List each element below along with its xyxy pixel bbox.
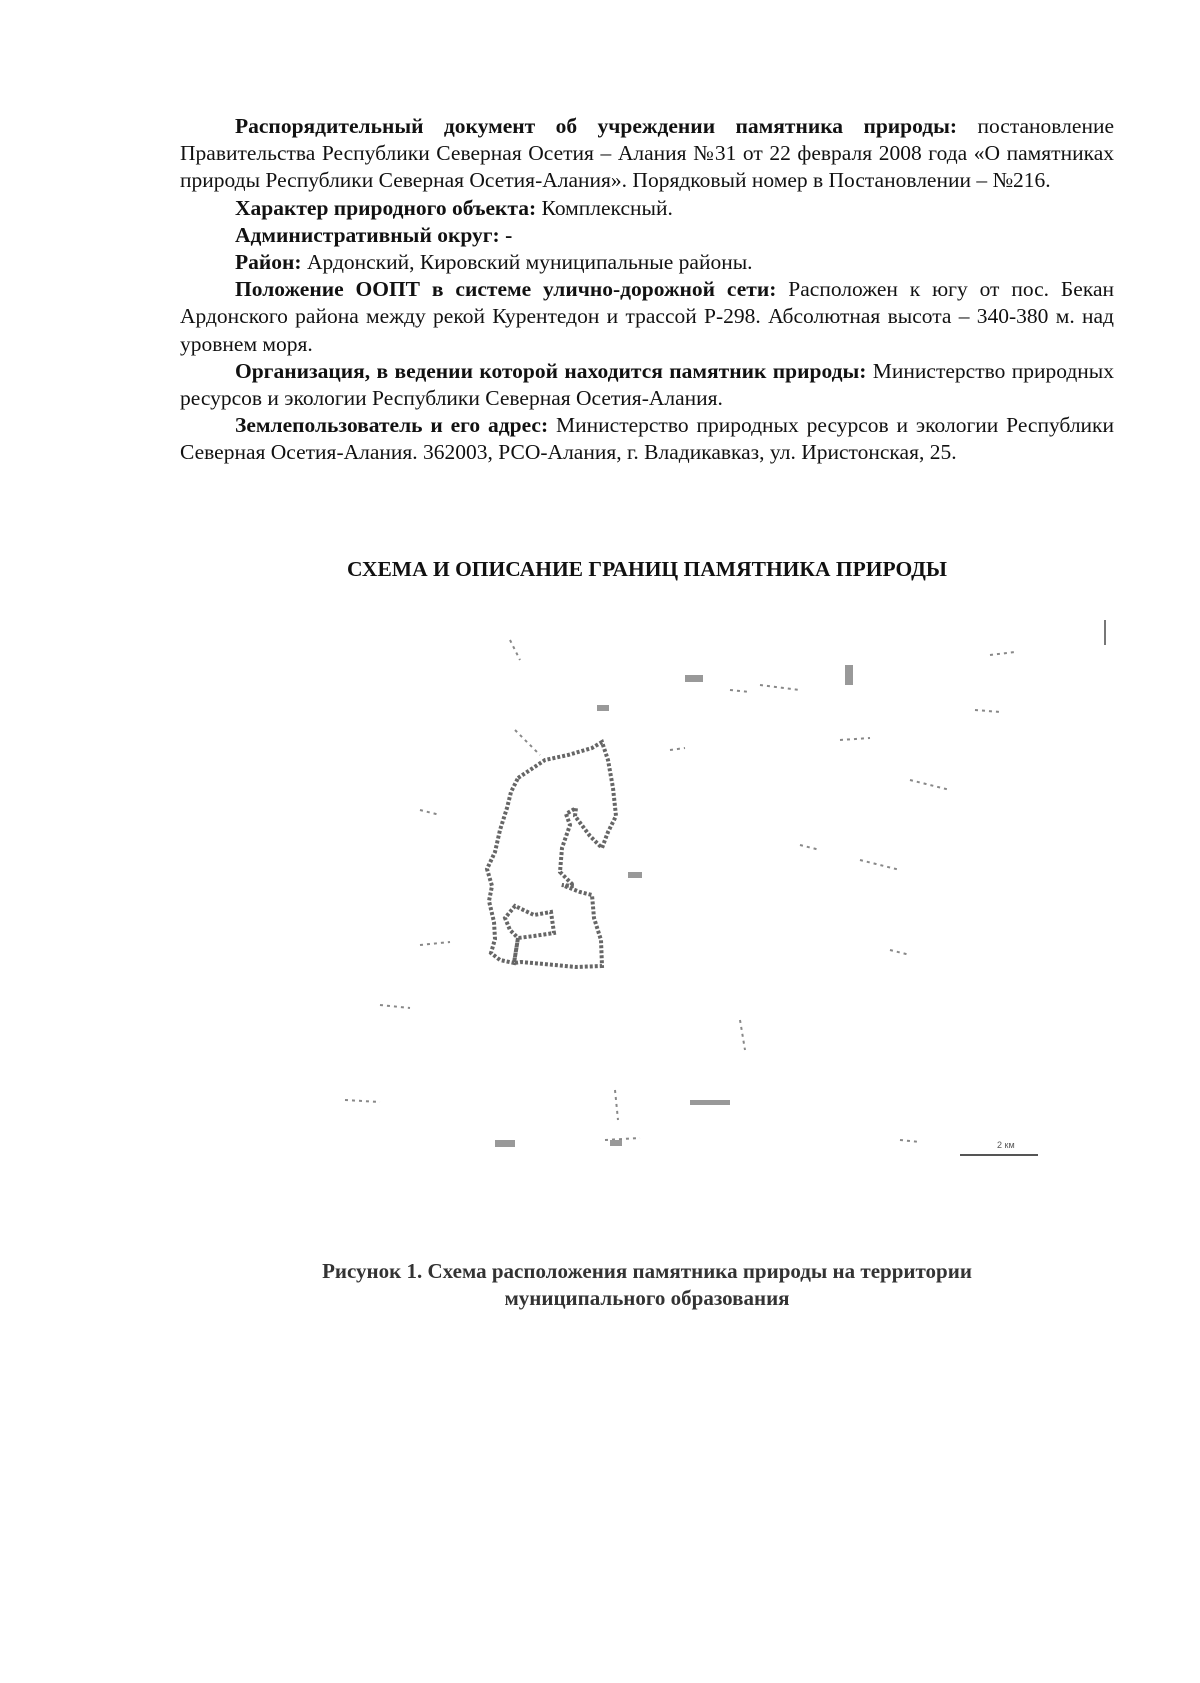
label-object-type: Характер природного объекта: (235, 195, 537, 220)
scale-bar (960, 1140, 1038, 1155)
paragraph-district (180, 249, 1114, 276)
value-legal-act: постановление Правительства Республики Северная Осетия – Алания №31 от 22 февраля 2008 года «О памятниках природы Республики Северная Осетия-Алания». Порядковый номер в Постановлении – №216. (180, 114, 1114, 193)
label-location: Положение ООПТ в системе улично-дорожной сети: (235, 277, 777, 302)
map-markers (495, 665, 853, 1147)
paragraph-object-type (180, 195, 1114, 222)
label-land-user: Землепользователь и его адрес: (235, 413, 549, 438)
paragraph-organization (180, 358, 1114, 412)
value-location: Расположен к югу от пос. Бекан Ардонского района между рекой Курентедон и трассой Р-298. Абсолютная высота – 340-380 м. над уровнем моря. (180, 277, 1114, 356)
protected-area-boundary (487, 742, 616, 967)
paragraph-admin-district (180, 222, 1114, 249)
boundary-map (340, 620, 1130, 1260)
value-land-user: Министерство природных ресурсов и экологии Республики Северная Осетия-Алания. 362003, РСО-Алания, г. Владикавказ, ул. Иристонская, 25. (180, 413, 1115, 465)
label-legal-act: Распорядительный документ об учреждении памятника природы: (235, 114, 958, 138)
label-organization: Организация, в ведении которой находится памятник природы: (235, 358, 867, 383)
paragraph-location (180, 276, 1114, 358)
label-admin-district: Административный округ: - (235, 222, 513, 247)
figure-caption-line-2: муниципального образования (504, 1286, 790, 1310)
label-district: Район: (235, 250, 302, 275)
section-title: СХЕМА И ОПИСАНИЕ ГРАНИЦ ПАМЯТНИКА ПРИРОДЫ (346, 557, 948, 581)
value-district: Ардонский, Кировский муниципальные районы. (301, 250, 753, 275)
figure-caption-line-1: Рисунок 1. Схема расположения памятника природы на территории (322, 1259, 972, 1283)
scale-label: 2 км (997, 1140, 1015, 1150)
map-background-marks (345, 640, 1015, 1142)
passport-text (180, 113, 1114, 467)
paragraph-legal-act (180, 113, 1114, 195)
value-object-type: Комплексный. (536, 195, 673, 220)
paragraph-land-user (180, 412, 1114, 466)
figure-caption (180, 1258, 1114, 1312)
value-organization: Министерство природных ресурсов и экологии Республики Северная Осетия-Алания. (180, 358, 1115, 411)
